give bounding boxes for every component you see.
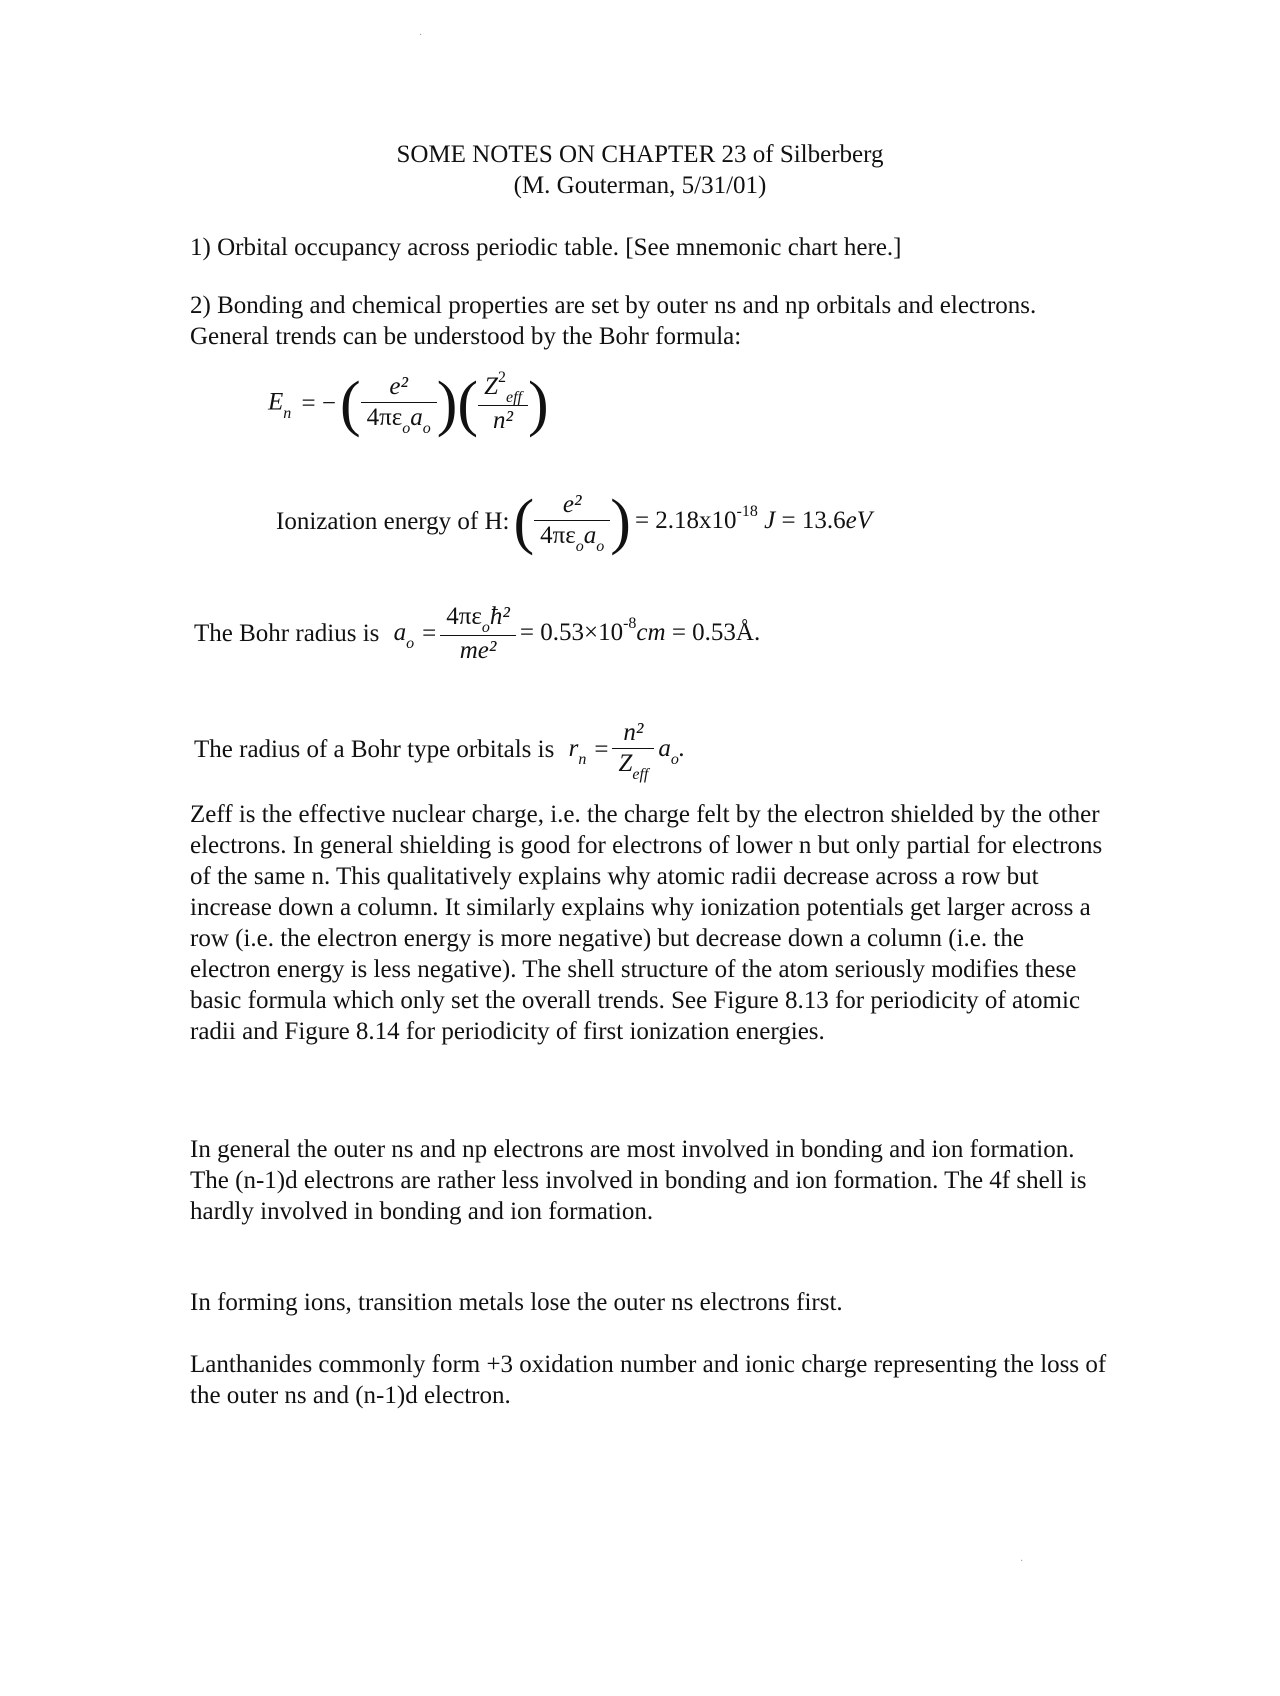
paragraph-lanthanides: Lanthanides commonly form +3 oxidation number and ionic charge representing the loss of the outer ns and (n-1)d electron. — [190, 1351, 1107, 1409]
paragraph-outer-electrons: In general the outer ns and np electrons are most involved in bonding and ion formation. The (n-1)d electrons are rather less involved in bonding and ion formation. The 4f shell is hardly involved in bonding and ion formation. — [190, 1136, 1087, 1225]
equation-ionization-energy: Ionization energy of H:( $\frac{\text{e²}}{4\pi\varepsilon_oa_o}$ ) = $2.18x10^{-18}$ J = 13.6eV — [276, 488, 872, 556]
item-bonding-properties: 2) Bonding and chemical properties are set by outer ns and np orbitals and electrons. General trends can be understood by the Bohr formula: — [190, 292, 1037, 350]
item-orbital-occupancy: 1) Orbital occupancy across periodic table. [See mnemonic chart here.] — [190, 234, 902, 261]
equation-bohr-radius: The Bohr radius is $a_o$ = $\frac{4\pi\varepsilon_oħ^2}{\text{me²}}$ = $0.53\times 10^{-8}cm$ = 0.53Å. — [194, 603, 761, 664]
document-title: SOME NOTES ON CHAPTER 23 of Silberberg — [396, 141, 884, 168]
scan-speck: · — [419, 30, 423, 41]
equation-orbital-radius: The radius of a Bohr type orbitals is $r_n$ = $\frac{\text{n²}}{Z_{eff}}$ $a_o$. — [194, 719, 686, 783]
scan-speck: · — [1020, 1556, 1024, 1567]
paragraph-transition-ions: In forming ions, transition metals lose the outer ns electrons first. — [190, 1289, 843, 1316]
equation-bohr-energy: $E_n$ = −( $\frac{\text{e²}}{4\pi\varepsilon_oa_o}$ )( $\frac{Z^2_{eff}}{\text{n²}}$ ) — [268, 369, 549, 438]
paragraph-zeff: Zeff is the effective nuclear charge, i.e. the charge felt by the electron shielded by the other electrons. In general shielding is good for electrons of lower n but only partial for electrons of the same n. This qualitatively explains why atomic radii decrease across a row but increase down a column. It similarly explains why ionization potentials get larger across a row (i.e. the electron energy is more negative) but decrease down a column (i.e. the electron energy is less negative). The shell structure of the atom seriously modifies these basic formula which only set the overall trends. See Figure 8.13 for periodicity of atomic radii and Figure 8.14 for periodicity of first ionization energies. — [190, 801, 1103, 1045]
document-author-date: (M. Gouterman, 5/31/01) — [513, 172, 767, 199]
